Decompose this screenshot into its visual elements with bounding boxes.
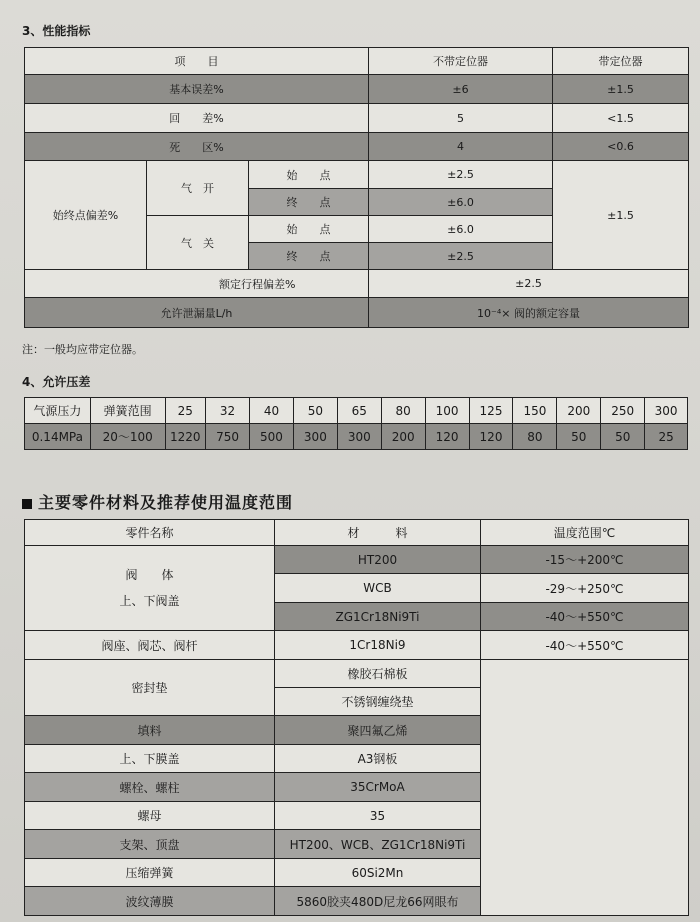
dn-cell: 150	[513, 398, 557, 424]
endpoint-with-positioner: ±1.5	[553, 161, 689, 270]
pressure-cell: 300	[337, 424, 381, 450]
close-start-value: ±6.0	[369, 216, 553, 243]
part-cell: 螺栓、螺柱	[25, 773, 275, 802]
pressure-cell: 25	[645, 424, 688, 450]
material-cell: 60Si2Mn	[275, 859, 481, 887]
materials-table	[24, 519, 689, 916]
dn-cell: 65	[337, 398, 381, 424]
material-cell: HT200、WCB、ZG1Cr18Ni9Ti	[275, 830, 481, 859]
header-material: 材 料	[275, 520, 481, 546]
temp-cell: -15～+200℃	[481, 546, 689, 574]
section3-note: 注：一般均应带定位器。	[22, 343, 143, 356]
return-v1: 5	[369, 104, 553, 133]
pressure-cell: 750	[206, 424, 250, 450]
header-no-positioner: 不带定位器	[369, 48, 553, 75]
dn-cell: 40	[250, 398, 294, 424]
return-label: 回 差%	[25, 104, 369, 133]
temp-cell: -40～+550℃	[481, 603, 689, 631]
header-part: 零件名称	[25, 520, 275, 546]
material-cell: 橡胶石棉板	[275, 660, 481, 688]
section4-title: 4、允许压差	[22, 375, 91, 389]
square-bullet-icon	[22, 499, 32, 509]
section3-title: 3、性能指标	[22, 24, 91, 38]
header-with-positioner: 带定位器	[553, 48, 689, 75]
open-end-value: ±6.0	[369, 189, 553, 216]
temp-cell: -40～+550℃	[481, 631, 689, 660]
pressure-cell: 200	[381, 424, 425, 450]
spring-range-label: 弹簧范围	[90, 398, 165, 424]
part-cell: 阀座、阀芯、阀杆	[25, 631, 275, 660]
pressure-table	[24, 397, 688, 450]
dn-cell: 200	[557, 398, 601, 424]
return-v2: <1.5	[553, 104, 689, 133]
header-temp: 温度范围℃	[481, 520, 689, 546]
air-supply-value: 0.14MPa	[25, 424, 91, 450]
dead-label: 死 区%	[25, 133, 369, 161]
temp-blank	[481, 660, 689, 916]
material-cell: 1Cr18Ni9	[275, 631, 481, 660]
pressure-cell: 500	[250, 424, 294, 450]
endpoint-label: 始终点偏差%	[25, 161, 147, 270]
dead-v1: 4	[369, 133, 553, 161]
dn-cell: 50	[293, 398, 337, 424]
dead-v2: <0.6	[553, 133, 689, 161]
dn-cell: 250	[601, 398, 645, 424]
open-end-label: 终 点	[249, 189, 369, 216]
pressure-cell: 120	[425, 424, 469, 450]
temp-cell: -29～+250℃	[481, 574, 689, 603]
material-cell: 聚四氟乙烯	[275, 716, 481, 745]
leakage-label: 允许泄漏量L/h	[25, 298, 369, 328]
air-close-label: 气 关	[147, 216, 249, 270]
part-cell: 密封垫	[25, 660, 275, 716]
open-start-label: 始 点	[249, 161, 369, 189]
leakage-value: 10⁻⁴× 阀的额定容量	[369, 298, 689, 328]
close-end-label: 终 点	[249, 243, 369, 270]
basic-error-v1: ±6	[369, 75, 553, 104]
part-cell: 支架、顶盘	[25, 830, 275, 859]
basic-error-v2: ±1.5	[553, 75, 689, 104]
dn-cell: 125	[469, 398, 513, 424]
pressure-cell: 80	[513, 424, 557, 450]
spring-range-value: 20～100	[90, 424, 165, 450]
pressure-cell: 50	[557, 424, 601, 450]
materials-title: 主要零件材料及推荐使用温度范围	[22, 490, 293, 513]
close-start-label: 始 点	[249, 216, 369, 243]
pressure-cell: 120	[469, 424, 513, 450]
rated-stroke-label: 额定行程偏差%	[147, 270, 369, 298]
material-cell: 5860胶夹480D尼龙66网眼布	[275, 887, 481, 916]
material-cell: 35CrMoA	[275, 773, 481, 802]
air-supply-label: 气源压力	[25, 398, 91, 424]
rated-stroke-value: ±2.5	[369, 270, 689, 298]
material-cell: ZG1Cr18Ni9Ti	[275, 603, 481, 631]
material-cell: WCB	[275, 574, 481, 603]
basic-error-label: 基本误差%	[25, 75, 369, 104]
air-open-label: 气 开	[147, 161, 249, 216]
pressure-cell: 1220	[165, 424, 206, 450]
part-cell: 上、下膜盖	[25, 745, 275, 773]
part-cell: 螺母	[25, 802, 275, 830]
part-cell: 压缩弹簧	[25, 859, 275, 887]
performance-table	[24, 47, 689, 328]
dn-cell: 25	[165, 398, 206, 424]
dn-cell: 100	[425, 398, 469, 424]
material-cell: A3钢板	[275, 745, 481, 773]
body-bonnet-label: 阀 体 上、下阀盖	[25, 546, 275, 631]
material-cell: HT200	[275, 546, 481, 574]
part-cell: 填料	[25, 716, 275, 745]
dn-cell: 80	[381, 398, 425, 424]
material-cell: 不锈钢缠绕垫	[275, 688, 481, 716]
part-cell: 波纹薄膜	[25, 887, 275, 916]
pressure-cell: 300	[293, 424, 337, 450]
dn-cell: 300	[645, 398, 688, 424]
dn-cell: 32	[206, 398, 250, 424]
pressure-cell: 50	[601, 424, 645, 450]
material-cell: 35	[275, 802, 481, 830]
header-item: 项 目	[25, 48, 369, 75]
open-start-value: ±2.5	[369, 161, 553, 189]
close-end-value: ±2.5	[369, 243, 553, 270]
